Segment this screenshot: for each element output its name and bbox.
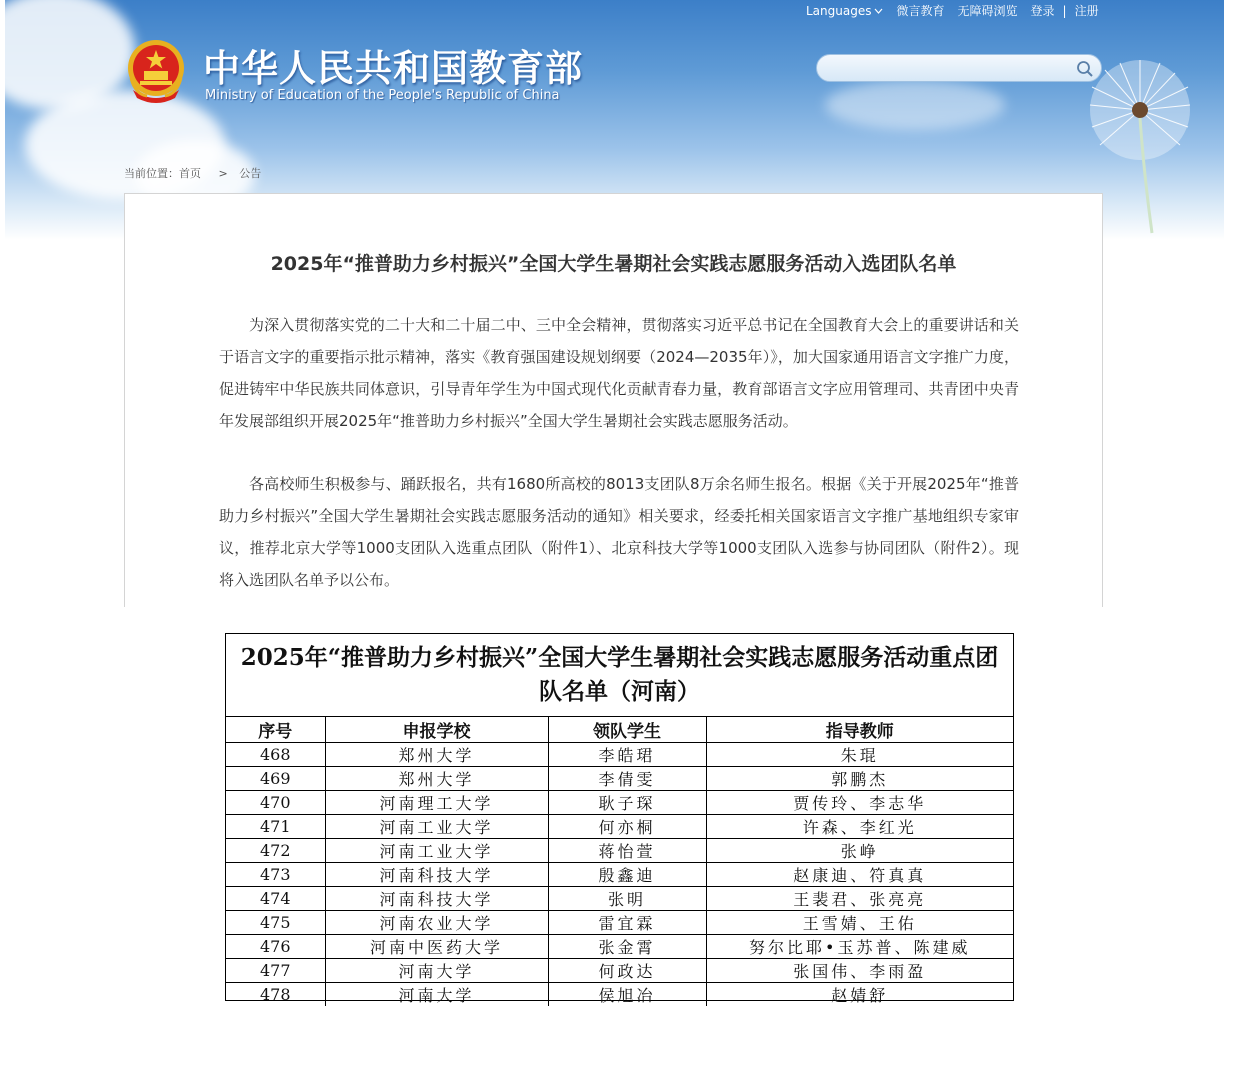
breadcrumb-home-link[interactable]: 首页	[179, 167, 201, 180]
cell-leader: 耿子琛	[548, 791, 706, 815]
header-advisor: 指导教师	[706, 717, 1013, 743]
cell-serial: 474	[226, 887, 325, 911]
cell-school: 河南科技大学	[325, 887, 548, 911]
article-title: 2025年“推普助力乡村振兴”全国大学生暑期社会实践志愿服务活动入选团队名单	[270, 253, 957, 275]
table-row	[226, 767, 1013, 791]
table-row	[226, 911, 1013, 935]
cell-school: 郑州大学	[325, 767, 548, 791]
chevron-down-icon	[874, 8, 883, 14]
header-serial: 序号	[226, 717, 325, 743]
cell-serial: 469	[226, 767, 325, 791]
top-nav	[806, 2, 1112, 19]
cell-leader: 雷宜霖	[548, 911, 706, 935]
login-link[interactable]: 登录	[1030, 4, 1055, 18]
site-title[interactable]: 中华人民共和国教育部	[203, 46, 583, 90]
cell-advisor: 贾传玲、李志华	[706, 791, 1013, 815]
cell-serial: 472	[226, 839, 325, 863]
cell-advisor: 张峥	[706, 839, 1013, 863]
cell-leader: 张明	[548, 887, 706, 911]
cell-serial: 468	[226, 743, 325, 767]
breadcrumb-prefix: 当前位置：	[124, 167, 179, 180]
cell-serial: 476	[226, 935, 325, 959]
cell-leader: 侯旭冶	[548, 983, 706, 1007]
cell-leader: 李皓珺	[548, 743, 706, 767]
cell-serial: 473	[226, 863, 325, 887]
breadcrumb	[124, 165, 267, 181]
cloud-decoration	[825, 80, 1005, 130]
cell-advisor: 赵康迪、符真真	[706, 863, 1013, 887]
cell-advisor: 赵婧舒	[706, 983, 1013, 1007]
table-row	[226, 983, 1013, 1007]
cell-leader: 蒋怡萱	[548, 839, 706, 863]
table-row	[226, 839, 1013, 863]
table-row	[226, 959, 1013, 983]
table-title: 2025年“推普助力乡村振兴”全国大学生暑期社会实践志愿服务活动重点团队名单（河南）	[240, 644, 999, 705]
table-row	[226, 935, 1013, 959]
register-link[interactable]: 注册	[1074, 4, 1099, 18]
cell-school: 河南中医药大学	[325, 935, 548, 959]
breadcrumb-current-link[interactable]: 公告	[239, 167, 262, 180]
table-row	[226, 863, 1013, 887]
table-row	[226, 743, 1013, 767]
cell-school: 河南大学	[325, 983, 548, 1007]
languages-label: Languages	[806, 3, 872, 18]
cell-leader: 殷鑫迪	[548, 863, 706, 887]
table-row	[226, 815, 1013, 839]
header-leader: 领队学生	[548, 717, 706, 743]
search-input[interactable]	[831, 58, 1075, 80]
cell-serial: 478	[226, 983, 325, 1007]
cell-school: 河南工业大学	[325, 839, 548, 863]
cell-advisor: 王裴君、张亮亮	[706, 887, 1013, 911]
table-row	[226, 791, 1013, 815]
cell-advisor: 努尔比耶•玉苏普、陈建威	[706, 935, 1013, 959]
nav-separator: |	[1062, 3, 1067, 18]
cell-advisor: 郭鹏杰	[706, 767, 1013, 791]
cell-advisor: 张国伟、李雨盈	[706, 959, 1013, 983]
national-emblem-icon	[125, 38, 187, 104]
cell-advisor: 朱琨	[706, 743, 1013, 767]
table-row	[226, 887, 1013, 911]
article-paragraph: 各高校师生积极参与、踊跃报名，共有1680所高校的8013支团队8万余名师生报名。根据《关于开展2025年“推普助力乡村振兴”全国大学生暑期社会实践志愿服务活动的通知》相关要求，经委托相关国家语言文字推广基地组织专家审议，推荐北京大学等1000支团队入选重点团队（附件1）、北京科技大学等1000支团队入选参与协同团队（附件2）。现将入选团队名单予以公布。	[219, 475, 1019, 589]
attachment-table-image	[225, 633, 1014, 1005]
site-subtitle: Ministry of Education of the People's Republic of China	[205, 88, 560, 103]
cell-school: 河南理工大学	[325, 791, 548, 815]
cell-advisor: 王雪婧、王佑	[706, 911, 1013, 935]
cell-school: 河南农业大学	[325, 911, 548, 935]
cell-school: 河南科技大学	[325, 863, 548, 887]
cell-serial: 477	[226, 959, 325, 983]
cell-school: 河南工业大学	[325, 815, 548, 839]
accessible-browse-link[interactable]: 无障碍浏览	[957, 4, 1018, 18]
cell-advisor: 许森、李红光	[706, 815, 1013, 839]
cell-school: 河南大学	[325, 959, 548, 983]
cell-leader: 李倩雯	[548, 767, 706, 791]
cell-leader: 何亦桐	[548, 815, 706, 839]
cell-school: 郑州大学	[325, 743, 548, 767]
languages-menu[interactable]	[806, 4, 883, 18]
cell-serial: 475	[226, 911, 325, 935]
header-school: 申报学校	[325, 717, 548, 743]
weiyan-link[interactable]: 微言教育	[896, 4, 945, 18]
cell-leader: 何政达	[548, 959, 706, 983]
cell-leader: 张金霄	[548, 935, 706, 959]
cell-serial: 471	[226, 815, 325, 839]
breadcrumb-separator: >	[218, 167, 228, 180]
cell-serial: 470	[226, 791, 325, 815]
team-list-table	[226, 716, 1013, 1006]
article-paragraph: 为深入贯彻落实党的二十大和二十届二中、三中全会精神，贯彻落实习近平总书记在全国教育大会上的重要讲话和关于语言文字的重要指示批示精神，落实《教育强国建设规划纲要（2024—2035年）》，加大国家通用语言文字推广力度，促进铸牢中华民族共同体意识，引导青年学生为中国式现代化贡献青春力量，教育部语言文字应用管理司、共青团中央青年发展部组织开展2025年“推普助力乡村振兴”全国大学生暑期社会实践志愿服务活动。	[219, 316, 1019, 430]
article-panel	[124, 193, 1103, 607]
table-header-row	[226, 717, 1013, 743]
